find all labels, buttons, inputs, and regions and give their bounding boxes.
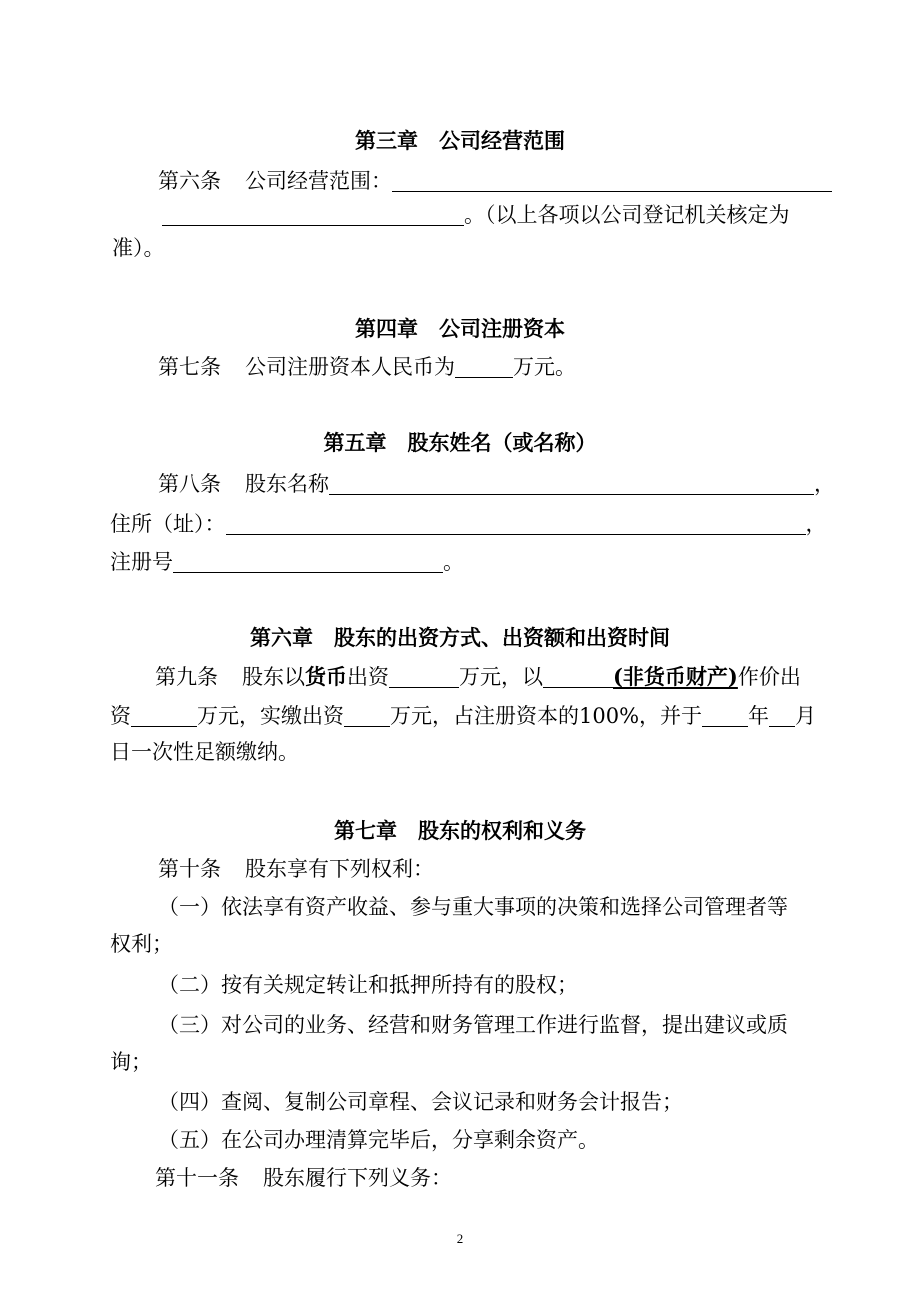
article-8-line2 — [110, 513, 827, 535]
shareholder-name-blank — [329, 473, 814, 495]
article-6-note-end: 准）。 — [112, 236, 165, 260]
article-10 — [158, 859, 434, 880]
chapter-3-heading: 第三章 公司经营范围 — [355, 128, 565, 153]
article-11 — [155, 1168, 452, 1189]
right-item-1b: 权利； — [110, 932, 173, 956]
article-10-number: 第十条 — [158, 857, 221, 881]
article-7-text-a: 公司注册资本人民币为 — [245, 355, 455, 379]
comma-1: ， — [814, 472, 835, 496]
right-item-5: （五）在公司办理清算完毕后，分享剩余资产。 — [158, 1128, 599, 1152]
non-currency-amount-blank — [131, 705, 197, 727]
business-scope-blank — [392, 170, 832, 192]
month-blank — [769, 705, 795, 727]
right-item-1a: （一）依法享有资产收益、参与重大事项的决策和选择公司管理者等 — [158, 895, 788, 919]
article-9-t8: 年 — [748, 704, 770, 728]
chapter-4-heading: 第四章 公司注册资本 — [355, 316, 565, 341]
chapter-5-heading: 第五章 股东姓名（或名称） — [323, 430, 597, 455]
article-11-text: 股东履行下列义务： — [263, 1166, 452, 1190]
article-8-line3 — [110, 551, 464, 573]
article-9-line2 — [110, 705, 816, 727]
period: 。 — [443, 550, 464, 574]
article-6-number: 第六条 — [158, 169, 221, 193]
right-item-2: （二）按有关规定转让和抵押所持有的股权； — [158, 973, 578, 997]
article-9-t5: 资 — [110, 704, 131, 728]
article-9-t3: 万元，以 — [459, 665, 543, 689]
address-label: 住所（址）： — [110, 512, 226, 536]
article-9-number: 第九条 — [155, 665, 218, 689]
right-item-4: （四）查阅、复制公司章程、会议记录和财务会计报告； — [158, 1090, 683, 1114]
article-10-text: 股东享有下列权利： — [245, 857, 434, 881]
comma-2: ， — [805, 512, 827, 536]
right-item-3b: 询； — [110, 1050, 152, 1074]
right-item-3a: （三）对公司的业务、经营和财务管理工作进行监督，提出建议或质 — [158, 1013, 788, 1037]
chapter-7-heading: 第七章 股东的权利和义务 — [334, 818, 586, 843]
article-11-number: 第十一条 — [155, 1166, 239, 1190]
article-6-line2 — [162, 204, 790, 226]
article-9-t7: 万元，占注册资本的100%，并于 — [390, 704, 703, 728]
registered-capital-blank — [455, 356, 513, 378]
article-9-t2: 出资 — [347, 665, 389, 689]
year-blank — [702, 705, 748, 727]
article-9-t4: 作价出 — [737, 665, 801, 689]
article-8-number: 第八条 — [158, 472, 221, 496]
article-7-text-b: 万元。 — [513, 355, 576, 379]
article-9-line1 — [155, 666, 801, 688]
non-currency-blank — [543, 666, 613, 688]
currency-text: 货币 — [305, 664, 347, 689]
article-9-t9: 月 — [795, 704, 817, 728]
currency-amount-blank — [389, 666, 459, 688]
article-7-number: 第七条 — [158, 355, 221, 379]
article-9-t1: 股东以 — [242, 665, 305, 689]
article-6-line1 — [158, 170, 832, 192]
page-number: 2 — [456, 1231, 464, 1246]
article-8-line1 — [158, 473, 835, 495]
paid-in-blank — [344, 705, 390, 727]
article-9-line3: 日一次性足额缴纳。 — [110, 740, 299, 764]
article-6-note: 。（以上各项以公司登记机关核定为 — [464, 203, 790, 227]
chapter-6-heading: 第六章 股东的出资方式、出资额和出资时间 — [250, 625, 670, 650]
address-blank — [226, 513, 806, 535]
registration-blank — [173, 551, 443, 573]
article-6-label: 公司经营范围： — [245, 169, 392, 193]
non-currency-text: (非货币财产) — [613, 664, 738, 689]
registration-label: 注册号 — [110, 550, 173, 574]
article-7 — [158, 356, 576, 378]
shareholder-name-label: 股东名称 — [245, 472, 329, 496]
business-scope-blank-2 — [162, 204, 464, 226]
article-9-t6: 万元，实缴出资 — [197, 704, 344, 728]
